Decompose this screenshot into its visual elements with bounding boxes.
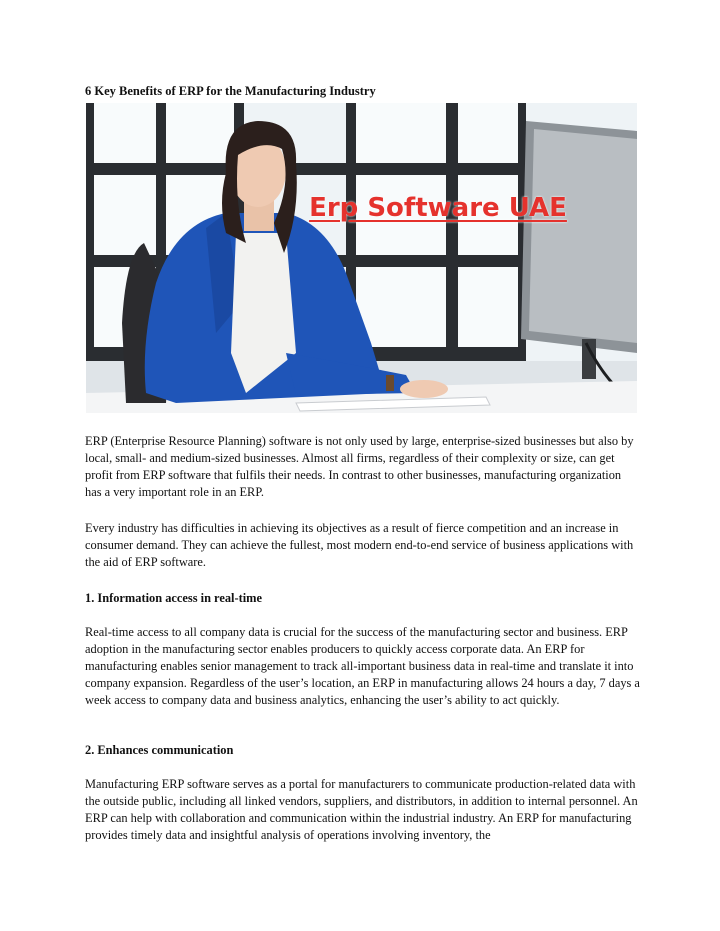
office-woman-illustration [86,103,637,413]
article-photo [86,103,637,413]
paragraph-text: Every industry has difficulties in achieving its objectives as a result of fierce competition and an increase in consumer demand. They can achieve the fullest, most modern end-to-end service of business applications with the aid of ERP software. [85,521,634,569]
section-heading-1: 1. Information access in real-time [85,591,262,605]
paragraph-text: Real-time access to all company data is crucial for the success of the manufacturing sector and business. ERP adoption in the manufacturing sector enables producers to quickly access corporate data. An ERP for manufacturing enables senior management to track all-important business data in real-time and translate it into company expansion. Regardless of the user’s location, an ERP in manufacturing allows 24 hours a day, 7 days a week access to company data and business analytics, enhancing the user’s ability to act quickly. [85,625,640,707]
paragraph-industry [85,520,640,571]
document-title: 6 Key Benefits of ERP for the Manufacturing Industry [85,84,376,98]
image-watermark: Erp Software UAE [309,193,567,223]
paragraph-intro [85,433,640,501]
section-text-1 [85,624,640,709]
section-heading-2: 2. Enhances communication [85,743,234,757]
paragraph-text: ERP (Enterprise Resource Planning) software is not only used by large, enterprise-sized businesses but also by local, small- and medium-sized businesses. Almost all firms, regardless of their complexity or size, can get profit from ERP software that fulfils their needs. In contrast to other businesses, manufacturing organization has a very important role in an ERP. [85,434,634,499]
paragraph-text: Manufacturing ERP software serves as a portal for manufacturers to communicate production-related data with the outside public, including all linked vendors, suppliers, and distributors, in addition to internal personnel. An ERP can help with collaboration and communication within the industrial industry. An ERP for manufacturing provides timely data and insightful analysis of operations involving inventory, the [85,777,638,842]
section-text-2 [85,776,640,844]
